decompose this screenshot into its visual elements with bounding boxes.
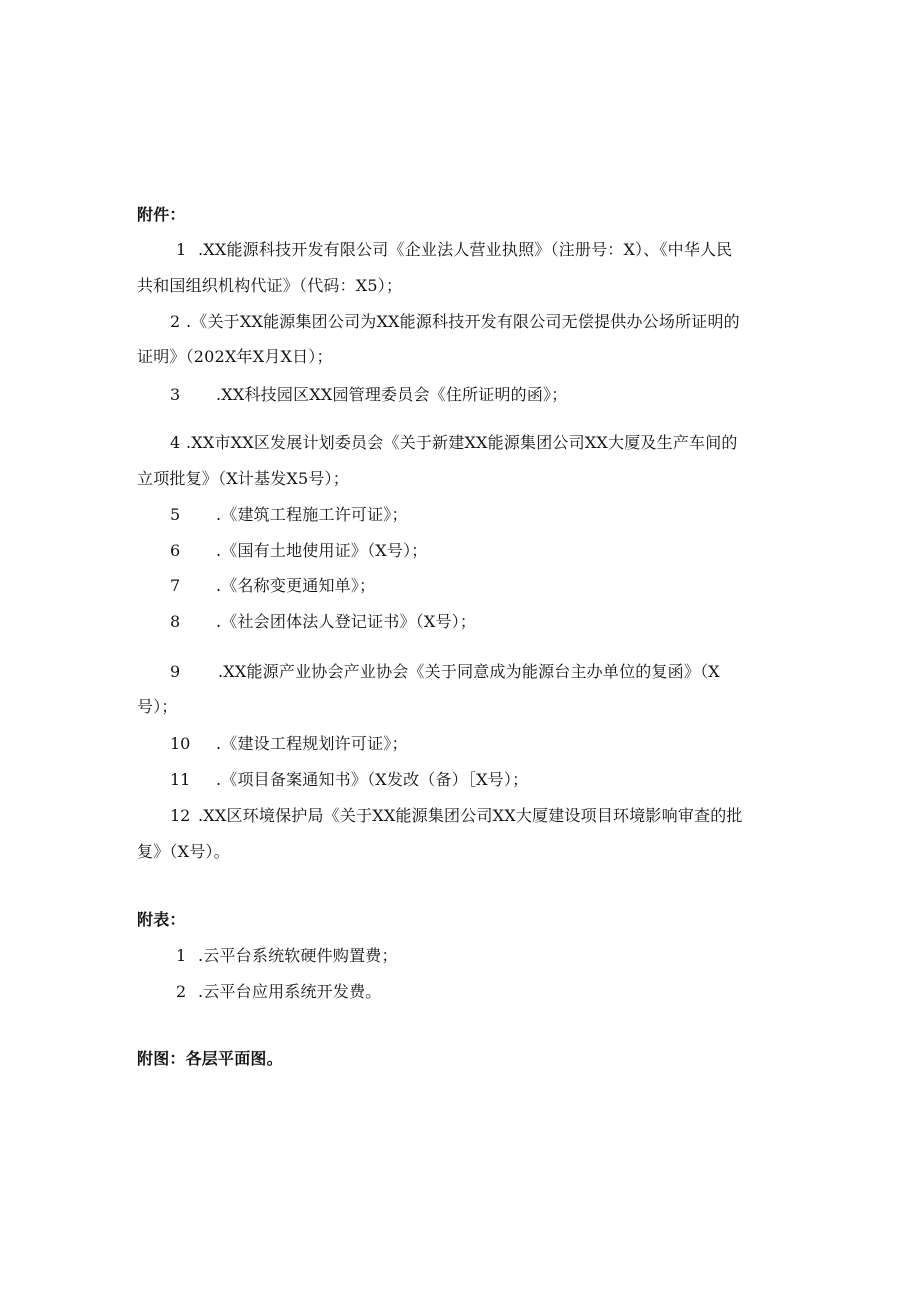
- attachment-number: 6: [170, 541, 181, 560]
- attachment-number: 11: [170, 770, 191, 789]
- attachment-text: .《建筑工程施工许可证》；: [216, 505, 408, 524]
- attachment-number: 8: [170, 612, 181, 631]
- figures-line: 附图：各层平面图。: [137, 1049, 283, 1068]
- attachment-number: 12: [170, 806, 191, 825]
- attachment-text-continued: 复》（X号）。: [137, 842, 230, 861]
- attachment-number: 4: [170, 433, 181, 452]
- attachment-text: .《建设工程规划许可证》；: [216, 734, 408, 753]
- attachment-number: 10: [170, 734, 191, 753]
- attachment-number: 1: [176, 240, 187, 259]
- attachment-number: 7: [170, 576, 181, 595]
- attachment-text: .《关于XX能源集团公司为XX能源科技开发有限公司无偿提供办公场所证明的: [186, 312, 740, 331]
- attachment-text: .XX区环境保护局《关于XX能源集团公司XX大厦建设项目环境影响审查的批: [198, 806, 743, 825]
- attachment-text-continued: 共和国组织机构代证》（代码：X5）；: [137, 276, 403, 295]
- attachment-text-continued: 证明》（202X年X月X日）；: [137, 347, 333, 366]
- schedule-number: 1: [176, 946, 187, 965]
- attachment-text: .XX科技园区XX园管理委员会《住所证明的函》；: [216, 385, 568, 404]
- attachment-text-continued: 立项批复》（X计基发X5号）；: [137, 469, 349, 488]
- attachment-text: .XX能源科技开发有限公司《企业法人营业执照》（注册号：X）、《中华人民: [198, 240, 733, 259]
- attachment-number: 2: [170, 312, 181, 331]
- attachment-number: 3: [170, 385, 181, 404]
- attachment-text: .《项目备案通知书》（X发改（备）［X号）；: [216, 770, 529, 789]
- attachments-heading: 附件：: [137, 205, 186, 224]
- attachment-text: .《国有土地使用证》（X号）；: [216, 541, 428, 560]
- attachment-text: .《名称变更通知单》；: [216, 576, 376, 595]
- attachment-text-continued: 号）；: [137, 697, 178, 716]
- schedule-text: .云平台应用系统开发费。: [198, 982, 382, 1001]
- attachment-text: .《社会团体法人登记证书》（X号）；: [216, 612, 477, 631]
- schedules-heading: 附表：: [137, 910, 186, 929]
- attachment-text: .XX能源产业协会产业协会《关于同意成为能源台主办单位的复函》（X: [218, 662, 720, 681]
- schedule-text: .云平台系统软硬件购置费；: [198, 946, 398, 965]
- attachment-text: .XX市XX区发展计划委员会《关于新建XX能源集团公司XX大厦及生产车间的: [186, 433, 738, 452]
- attachment-number: 5: [170, 505, 181, 524]
- attachment-number: 9: [170, 662, 181, 681]
- schedule-number: 2: [176, 982, 187, 1001]
